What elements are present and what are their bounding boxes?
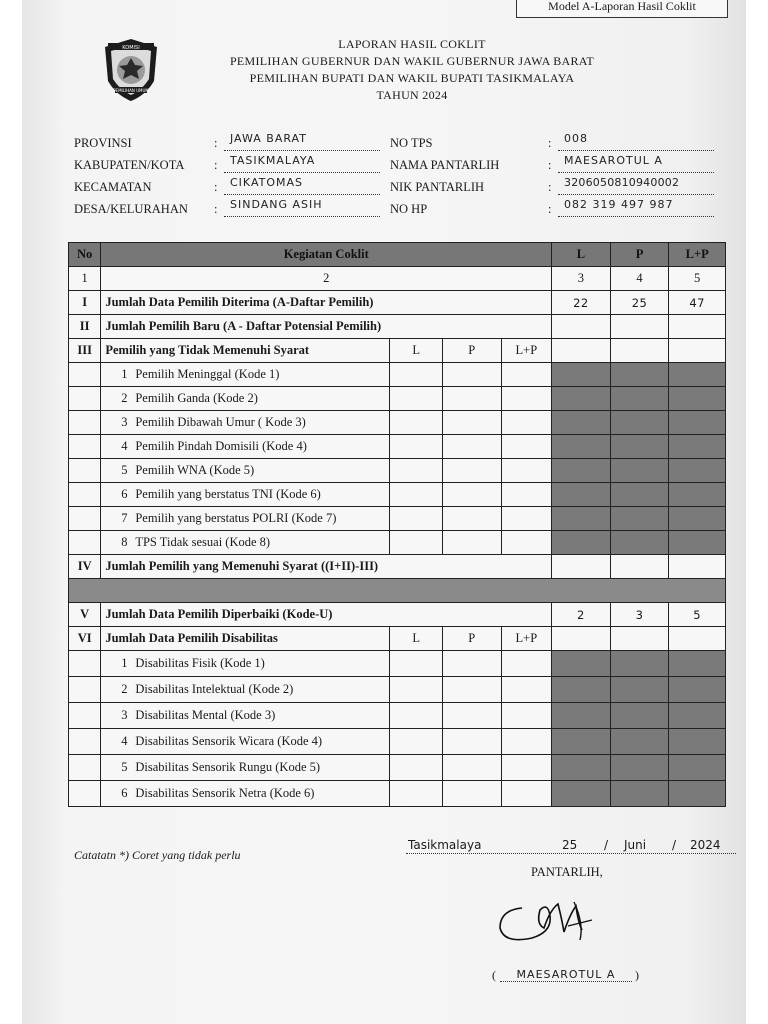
disability-lp-input[interactable] xyxy=(501,703,552,729)
row-I-l-value[interactable]: 22 xyxy=(552,291,611,315)
shaded-cell xyxy=(669,459,726,483)
nama-pantarlih-value[interactable]: MAESAROTUL A xyxy=(558,154,714,173)
tms-item-label: 6 Pemilih yang berstatus TNI (Kode 6) xyxy=(101,483,390,507)
tms-item-label: 5 Pemilih WNA (Kode 5) xyxy=(101,459,390,483)
field-no-hp: NO HP : 082 319 497 987 xyxy=(390,199,710,219)
table-separator xyxy=(69,579,726,603)
tms-l-input[interactable] xyxy=(390,507,443,531)
tms-item-row xyxy=(69,435,726,459)
signer-name[interactable]: MAESAROTUL A xyxy=(500,968,632,982)
row-V-l-value[interactable]: 2 xyxy=(552,603,611,627)
year-value[interactable]: 2024 xyxy=(690,838,721,852)
month-value[interactable]: Juni xyxy=(624,838,647,852)
shaded-cell xyxy=(610,459,669,483)
tms-item-label: 8 TPS Tidak sesuai (Kode 8) xyxy=(101,531,390,555)
svg-text:PEMILIHAN UMUM: PEMILIHAN UMUM xyxy=(113,88,149,93)
row-I: I Jumlah Data Pemilih Diterima (A-Daftar Pemilih) 22 25 47 xyxy=(69,291,726,315)
disability-item-label: 4 Disabilitas Sensorik Wicara (Kode 4) xyxy=(101,729,390,755)
row-VI: VI Jumlah Data Pemilih Disabilitas L P L+P xyxy=(69,627,726,651)
place-date: Tasikmalaya 25 / Juni / 2024 xyxy=(406,838,736,858)
svg-text:KOMISI: KOMISI xyxy=(122,45,140,51)
disability-item-row xyxy=(69,651,726,677)
tms-item-label: 3 Pemilih Dibawah Umur ( Kode 3) xyxy=(101,411,390,435)
shaded-cell xyxy=(552,363,611,387)
nik-pantarlih-value[interactable]: 3206050810940002 xyxy=(558,176,714,195)
row-IV: IV Jumlah Pemilih yang Memenuhi Syarat ((I+II)-III) xyxy=(69,555,726,579)
shaded-cell xyxy=(610,651,669,677)
shaded-cell xyxy=(552,435,611,459)
tms-p-input[interactable] xyxy=(442,507,501,531)
tms-lp-input[interactable] xyxy=(501,459,552,483)
shaded-cell xyxy=(669,507,726,531)
tms-p-input[interactable] xyxy=(442,531,501,555)
disability-l-input[interactable] xyxy=(390,651,443,677)
tms-lp-input[interactable] xyxy=(501,531,552,555)
disability-l-input[interactable] xyxy=(390,703,443,729)
tms-l-input[interactable] xyxy=(390,435,443,459)
row-II-p-value[interactable] xyxy=(610,315,669,339)
shaded-cell xyxy=(610,531,669,555)
disability-item-row xyxy=(69,729,726,755)
shaded-cell xyxy=(669,781,726,807)
tms-p-input[interactable] xyxy=(442,363,501,387)
place-value[interactable]: Tasikmalaya xyxy=(408,838,482,852)
tms-item-label: 1 Pemilih Meninggal (Kode 1) xyxy=(101,363,390,387)
disability-item-row xyxy=(69,781,726,807)
shaded-cell xyxy=(610,703,669,729)
tms-l-input[interactable] xyxy=(390,363,443,387)
report-header xyxy=(192,36,632,104)
tms-item-row xyxy=(69,411,726,435)
shaded-cell xyxy=(669,703,726,729)
shaded-cell xyxy=(552,459,611,483)
field-nama-pantarlih: NAMA PANTARLIH : MAESAROTUL A xyxy=(390,155,710,175)
tms-p-input[interactable] xyxy=(442,411,501,435)
field-no-tps: NO TPS : 008 xyxy=(390,133,710,153)
tms-p-input[interactable] xyxy=(442,483,501,507)
footnote: Catatatn *) Coret yang tidak perlu xyxy=(74,848,241,862)
row-II: II Jumlah Pemilih Baru (A - Daftar Potensial Pemilih) xyxy=(69,315,726,339)
disability-l-input[interactable] xyxy=(390,729,443,755)
tms-items xyxy=(69,363,726,555)
shaded-cell xyxy=(610,411,669,435)
row-I-lp-value[interactable]: 47 xyxy=(669,291,726,315)
disability-lp-input[interactable] xyxy=(501,781,552,807)
tms-item-row xyxy=(69,483,726,507)
shaded-cell xyxy=(610,363,669,387)
shaded-cell xyxy=(552,677,611,703)
shaded-cell xyxy=(610,387,669,411)
row-V-p-value[interactable]: 3 xyxy=(610,603,669,627)
shaded-cell xyxy=(669,483,726,507)
desa-value[interactable]: SINDANG ASIH xyxy=(224,198,380,217)
disability-p-input[interactable] xyxy=(442,781,501,807)
disability-lp-input[interactable] xyxy=(501,755,552,781)
shaded-cell xyxy=(552,507,611,531)
field-kabupaten: KABUPATEN/KOTA : TASIKMALAYA xyxy=(74,155,394,175)
form-model-label: Model A-Laporan Hasil Coklit xyxy=(516,0,728,18)
disability-l-input[interactable] xyxy=(390,677,443,703)
disability-lp-input[interactable] xyxy=(501,677,552,703)
row-V: V Jumlah Data Pemilih Diperbaiki (Kode-U) 2 3 5 xyxy=(69,603,726,627)
header-line-1: LAPORAN HASIL COKLIT xyxy=(338,37,486,51)
tms-item-label: 4 Pemilih Pindah Domisili (Kode 4) xyxy=(101,435,390,459)
disability-item-row xyxy=(69,755,726,781)
disability-p-input[interactable] xyxy=(442,677,501,703)
shaded-cell xyxy=(610,729,669,755)
disability-item-label: 5 Disabilitas Sensorik Rungu (Kode 5) xyxy=(101,755,390,781)
shaded-cell xyxy=(610,483,669,507)
row-IV-p-value[interactable] xyxy=(610,555,669,579)
tms-lp-input[interactable] xyxy=(501,507,552,531)
disability-item-label: 1 Disabilitas Fisik (Kode 1) xyxy=(101,651,390,677)
shaded-cell xyxy=(552,411,611,435)
disability-p-input[interactable] xyxy=(442,729,501,755)
disability-item-label: 3 Disabilitas Mental (Kode 3) xyxy=(101,703,390,729)
day-value[interactable]: 25 xyxy=(562,838,578,852)
column-number-row: 1 2 3 4 5 xyxy=(69,267,726,291)
shaded-cell xyxy=(552,651,611,677)
kabupaten-value[interactable]: TASIKMALAYA xyxy=(224,154,380,173)
disability-item-label: 2 Disabilitas Intelektual (Kode 2) xyxy=(101,677,390,703)
tms-p-input[interactable] xyxy=(442,459,501,483)
tms-item-row xyxy=(69,459,726,483)
tms-p-input[interactable] xyxy=(442,387,501,411)
document-page xyxy=(22,0,746,1024)
disability-p-input[interactable] xyxy=(442,651,501,677)
tms-lp-input[interactable] xyxy=(501,387,552,411)
tms-item-row xyxy=(69,387,726,411)
shaded-cell xyxy=(669,755,726,781)
tms-lp-input[interactable] xyxy=(501,483,552,507)
tms-lp-input[interactable] xyxy=(501,435,552,459)
field-provinsi: PROVINSI : JAWA BARAT xyxy=(74,133,394,153)
shaded-cell xyxy=(669,387,726,411)
tms-lp-input[interactable] xyxy=(501,411,552,435)
shaded-cell xyxy=(669,363,726,387)
row-II-lp-value[interactable] xyxy=(669,315,726,339)
pantarlih-label: PANTARLIH, xyxy=(531,865,603,879)
row-V-lp-value[interactable]: 5 xyxy=(669,603,726,627)
tms-item-label: 2 Pemilih Ganda (Kode 2) xyxy=(101,387,390,411)
table-header-row: No Kegiatan Coklit L P L+P xyxy=(69,243,726,267)
disability-l-input[interactable] xyxy=(390,781,443,807)
shaded-cell xyxy=(610,435,669,459)
tms-item-row xyxy=(69,531,726,555)
disability-lp-input[interactable] xyxy=(501,651,552,677)
row-I-p-value[interactable]: 25 xyxy=(610,291,669,315)
tms-l-input[interactable] xyxy=(390,411,443,435)
kpu-logo xyxy=(102,37,160,103)
shaded-cell xyxy=(552,531,611,555)
field-desa: DESA/KELURAHAN : SINDANG ASIH xyxy=(74,199,394,219)
pantarlih-signature xyxy=(492,880,602,950)
provinsi-value[interactable]: JAWA BARAT xyxy=(224,132,380,151)
disability-l-input[interactable] xyxy=(390,755,443,781)
disability-lp-input[interactable] xyxy=(501,729,552,755)
shaded-cell xyxy=(552,483,611,507)
tms-l-input[interactable] xyxy=(390,531,443,555)
signer-name-block: ( MAESAROTUL A ) xyxy=(492,968,639,982)
shaded-cell xyxy=(669,531,726,555)
shaded-cell xyxy=(669,435,726,459)
row-IV-l-value[interactable] xyxy=(552,555,611,579)
field-kecamatan: KECAMATAN : CIKATOMAS xyxy=(74,177,394,197)
tms-item-row xyxy=(69,363,726,387)
disability-item-row xyxy=(69,703,726,729)
disability-p-input[interactable] xyxy=(442,755,501,781)
row-III: III Pemilih yang Tidak Memenuhi Syarat L P L+P xyxy=(69,339,726,363)
shaded-cell xyxy=(669,651,726,677)
shaded-cell xyxy=(552,703,611,729)
disability-item-label: 6 Disabilitas Sensorik Netra (Kode 6) xyxy=(101,781,390,807)
row-IV-lp-value[interactable] xyxy=(669,555,726,579)
shaded-cell xyxy=(669,411,726,435)
no-hp-value[interactable]: 082 319 497 987 xyxy=(558,198,714,217)
tms-l-input[interactable] xyxy=(390,387,443,411)
disability-items xyxy=(69,651,726,807)
shaded-cell xyxy=(552,755,611,781)
no-tps-value[interactable]: 008 xyxy=(558,132,714,151)
field-nik-pantarlih: NIK PANTARLIH : 3206050810940002 xyxy=(390,177,710,197)
tms-p-input[interactable] xyxy=(442,435,501,459)
header-line-4: TAHUN 2024 xyxy=(376,88,448,102)
tms-l-input[interactable] xyxy=(390,483,443,507)
header-line-3: PEMILIHAN BUPATI DAN WAKIL BUPATI TASIKMALAYA xyxy=(249,71,575,85)
tms-item-label: 7 Pemilih yang berstatus POLRI (Kode 7) xyxy=(101,507,390,531)
shaded-cell xyxy=(610,507,669,531)
shaded-cell xyxy=(610,755,669,781)
tms-item-row xyxy=(69,507,726,531)
tms-l-input[interactable] xyxy=(390,459,443,483)
coklit-table xyxy=(68,242,726,807)
shaded-cell xyxy=(552,781,611,807)
shaded-cell xyxy=(669,729,726,755)
row-II-l-value[interactable] xyxy=(552,315,611,339)
shaded-cell xyxy=(610,781,669,807)
shaded-cell xyxy=(552,387,611,411)
tms-lp-input[interactable] xyxy=(501,363,552,387)
kecamatan-value[interactable]: CIKATOMAS xyxy=(224,176,380,195)
disability-p-input[interactable] xyxy=(442,703,501,729)
shaded-cell xyxy=(552,729,611,755)
header-line-2: PEMILIHAN GUBERNUR DAN WAKIL GUBERNUR JAWA BARAT xyxy=(229,54,595,68)
shaded-cell xyxy=(610,677,669,703)
shaded-cell xyxy=(669,677,726,703)
disability-item-row xyxy=(69,677,726,703)
